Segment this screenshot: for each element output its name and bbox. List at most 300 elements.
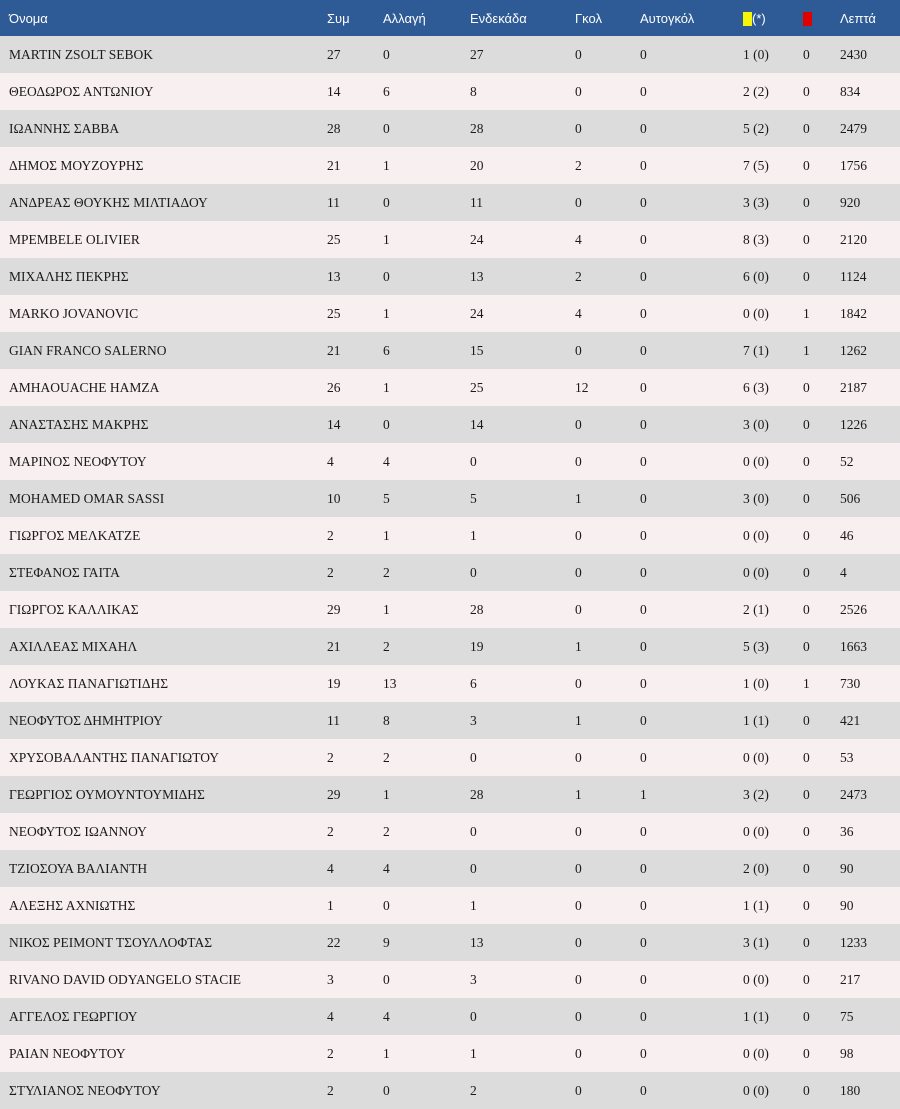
- table-row[interactable]: [0, 739, 900, 776]
- yellow-cards-cell: 2 (1): [743, 601, 769, 617]
- starting-cell: 13: [470, 268, 484, 284]
- player-name: MOHAMED OMAR SASSI: [9, 490, 165, 506]
- table-row[interactable]: [0, 36, 900, 73]
- own-goals-cell: 0: [640, 1082, 647, 1098]
- substitutions-cell: 1: [383, 157, 390, 173]
- table-row[interactable]: [0, 406, 900, 443]
- column-header-yellow-cards[interactable]: [743, 0, 803, 36]
- appearances-cell: 2: [327, 1082, 334, 1098]
- goals-cell: 0: [575, 527, 582, 543]
- substitutions-cell: 0: [383, 120, 390, 136]
- red-cards-cell: 1: [803, 342, 810, 358]
- minutes-cell: 4: [840, 564, 847, 580]
- own-goals-cell: 0: [640, 1045, 647, 1061]
- table-row[interactable]: [0, 480, 900, 517]
- minutes-cell: 920: [840, 194, 861, 210]
- table-row[interactable]: [0, 665, 900, 702]
- starting-cell: 28: [470, 601, 484, 617]
- appearances-cell: 2: [327, 823, 334, 839]
- player-name: ΝΕΟΦΥΤΟΣ ΔΗΜΗΤΡΙΟΥ: [9, 712, 163, 728]
- yellow-cards-cell: 3 (1): [743, 934, 769, 950]
- own-goals-cell: 0: [640, 675, 647, 691]
- yellow-card-icon: [743, 12, 752, 26]
- goals-cell: 0: [575, 83, 582, 99]
- player-name: ΜΡΕΜΒΕLE OLIVIER: [9, 231, 140, 247]
- substitutions-cell: 0: [383, 971, 390, 987]
- starting-cell: 3: [470, 712, 477, 728]
- red-cards-cell: 0: [803, 712, 810, 728]
- starting-cell: 5: [470, 490, 477, 506]
- own-goals-cell: 0: [640, 379, 647, 395]
- column-header-appearances[interactable]: Συμ: [327, 10, 350, 26]
- red-cards-cell: 0: [803, 601, 810, 617]
- own-goals-cell: 0: [640, 971, 647, 987]
- minutes-cell: 90: [840, 860, 854, 876]
- appearances-cell: 4: [327, 1008, 334, 1024]
- yellow-cards-cell: 0 (0): [743, 1045, 769, 1061]
- table-row[interactable]: [0, 184, 900, 221]
- appearances-cell: 25: [327, 305, 341, 321]
- minutes-cell: 1233: [840, 934, 867, 950]
- goals-cell: 0: [575, 564, 582, 580]
- own-goals-cell: 0: [640, 46, 647, 62]
- yellow-cards-cell: 2 (0): [743, 860, 769, 876]
- own-goals-cell: 0: [640, 83, 647, 99]
- substitutions-cell: 2: [383, 564, 390, 580]
- starting-cell: 0: [470, 453, 477, 469]
- goals-cell: 0: [575, 1045, 582, 1061]
- table-row[interactable]: [0, 1072, 900, 1109]
- player-name: MARKO JOVANOVIC: [9, 305, 139, 321]
- goals-cell: 1: [575, 638, 582, 654]
- player-name: ΑΛΕΞΗΣ ΑΧΝΙΩΤΗΣ: [9, 897, 136, 913]
- own-goals-cell: 0: [640, 490, 647, 506]
- minutes-cell: 2187: [840, 379, 867, 395]
- starting-cell: 13: [470, 934, 484, 950]
- appearances-cell: 2: [327, 527, 334, 543]
- table-row[interactable]: [0, 813, 900, 850]
- minutes-cell: 46: [840, 527, 854, 543]
- own-goals-cell: 0: [640, 860, 647, 876]
- red-cards-cell: 0: [803, 194, 810, 210]
- goals-cell: 1: [575, 712, 582, 728]
- appearances-cell: 1: [327, 897, 334, 913]
- column-header-starting[interactable]: Ενδεκάδα: [470, 10, 527, 26]
- goals-cell: 0: [575, 934, 582, 950]
- minutes-cell: 98: [840, 1045, 854, 1061]
- appearances-cell: 21: [327, 342, 341, 358]
- player-name: ΛΟΥΚΑΣ ΠΑΝΑΓΙΩΤΙΔΗΣ: [9, 675, 169, 691]
- player-name: ΑΝΔΡΕΑΣ ΘΟΥΚΗΣ ΜΙΛΤΙΑΔΟΥ: [9, 194, 208, 210]
- substitutions-cell: 13: [383, 675, 397, 691]
- yellow-cards-cell: 3 (0): [743, 490, 769, 506]
- substitutions-cell: 1: [383, 786, 390, 802]
- player-name: ΤΖΙΟΣΟΥΑ ΒΑΛΙΑΝΤΗ: [9, 860, 148, 876]
- minutes-cell: 52: [840, 453, 854, 469]
- yellow-cards-cell: 0 (0): [743, 453, 769, 469]
- starting-cell: 0: [470, 823, 477, 839]
- player-name: GIAN FRANCO SALERNO: [9, 342, 167, 358]
- table-row[interactable]: [0, 887, 900, 924]
- table-row[interactable]: [0, 961, 900, 998]
- starting-cell: 27: [470, 46, 484, 62]
- player-name: ΑΝΑΣΤΑΣΗΣ ΜΑΚΡΗΣ: [9, 416, 149, 432]
- substitutions-cell: 1: [383, 527, 390, 543]
- goals-cell: 2: [575, 268, 582, 284]
- goals-cell: 4: [575, 305, 582, 321]
- appearances-cell: 14: [327, 83, 341, 99]
- player-name: ΜΙΧΑΛΗΣ ΠΕΚΡΗΣ: [9, 268, 129, 284]
- own-goals-cell: 0: [640, 453, 647, 469]
- red-cards-cell: 0: [803, 379, 810, 395]
- minutes-cell: 1842: [840, 305, 867, 321]
- red-cards-cell: 0: [803, 157, 810, 173]
- red-cards-cell: 0: [803, 1082, 810, 1098]
- appearances-cell: 10: [327, 490, 341, 506]
- yellow-cards-cell: 6 (3): [743, 379, 769, 395]
- own-goals-cell: 0: [640, 897, 647, 913]
- substitutions-cell: 1: [383, 601, 390, 617]
- yellow-cards-cell: 7 (1): [743, 342, 769, 358]
- yellow-cards-cell: 8 (3): [743, 231, 769, 247]
- column-header-substitutions[interactable]: Αλλαγή: [383, 10, 426, 26]
- appearances-cell: 21: [327, 638, 341, 654]
- yellow-cards-cell: 0 (0): [743, 1082, 769, 1098]
- player-name: ΑΧΙΛΛΕΑΣ ΜΙΧΑΗΛ: [9, 638, 138, 654]
- starting-cell: 14: [470, 416, 484, 432]
- minutes-cell: 834: [840, 83, 861, 99]
- table-row[interactable]: [0, 258, 900, 295]
- table-row[interactable]: [0, 591, 900, 628]
- minutes-cell: 1262: [840, 342, 867, 358]
- table-row[interactable]: [0, 295, 900, 332]
- own-goals-cell: 0: [640, 416, 647, 432]
- own-goals-cell: 0: [640, 638, 647, 654]
- table-row[interactable]: [0, 776, 900, 813]
- substitutions-cell: 4: [383, 1008, 390, 1024]
- appearances-cell: 11: [327, 712, 340, 728]
- player-name: ΝΙΚΟΣ ΡΕΙΜΟΝΤ ΤΣΟΥΛΛΟΦΤΑΣ: [9, 934, 213, 950]
- minutes-cell: 1663: [840, 638, 867, 654]
- substitutions-cell: 1: [383, 379, 390, 395]
- column-header-own-goals[interactable]: Αυτογκόλ: [640, 10, 695, 26]
- goals-cell: 0: [575, 601, 582, 617]
- appearances-cell: 2: [327, 749, 334, 765]
- substitutions-cell: 4: [383, 453, 390, 469]
- red-cards-cell: 0: [803, 638, 810, 654]
- red-cards-cell: 0: [803, 823, 810, 839]
- goals-cell: 0: [575, 897, 582, 913]
- player-name: ΙΩΑΝΝΗΣ ΣΑΒΒΑ: [9, 120, 120, 136]
- goals-cell: 4: [575, 231, 582, 247]
- appearances-cell: 26: [327, 379, 341, 395]
- yellow-cards-cell: 3 (0): [743, 416, 769, 432]
- player-name: ΧΡΥΣΟΒΑΛΑΝΤΗΣ ΠΑΝΑΓΙΩΤΟΥ: [9, 749, 220, 765]
- goals-cell: 0: [575, 453, 582, 469]
- column-header-goals[interactable]: Γκολ: [575, 10, 602, 26]
- table-row[interactable]: [0, 332, 900, 369]
- minutes-cell: 1756: [840, 157, 867, 173]
- red-cards-cell: 0: [803, 564, 810, 580]
- minutes-cell: 53: [840, 749, 854, 765]
- goals-cell: 0: [575, 860, 582, 876]
- appearances-cell: 19: [327, 675, 341, 691]
- red-cards-cell: 0: [803, 83, 810, 99]
- red-cards-cell: 0: [803, 268, 810, 284]
- table-row[interactable]: [0, 850, 900, 887]
- substitutions-cell: 5: [383, 490, 390, 506]
- yellow-cards-cell: 1 (0): [743, 46, 769, 62]
- starting-cell: 1: [470, 1045, 477, 1061]
- table-header: [0, 0, 900, 36]
- starting-cell: 28: [470, 786, 484, 802]
- substitutions-cell: 8: [383, 712, 390, 728]
- red-cards-cell: 0: [803, 897, 810, 913]
- table-row[interactable]: [0, 517, 900, 554]
- minutes-cell: 2473: [840, 786, 867, 802]
- starting-cell: 25: [470, 379, 484, 395]
- substitutions-cell: 6: [383, 83, 390, 99]
- substitutions-cell: 0: [383, 194, 390, 210]
- minutes-cell: 2526: [840, 601, 867, 617]
- table-row[interactable]: [0, 1035, 900, 1072]
- goals-cell: 12: [575, 379, 589, 395]
- player-name: ΓΕΩΡΓΙΟΣ ΟΥΜΟΥΝΤΟΥΜΙΔΗΣ: [9, 786, 205, 802]
- player-name: ΑΓΓΕΛΟΣ ΓΕΩΡΓΙΟΥ: [9, 1008, 138, 1024]
- player-name: ΣΤΥΛΙΑΝΟΣ ΝΕΟΦΥΤΟΥ: [9, 1082, 161, 1098]
- player-name: RIVANO DAVID ODYANGELO STACIE: [9, 971, 242, 987]
- table-row[interactable]: [0, 443, 900, 480]
- appearances-cell: 29: [327, 786, 341, 802]
- appearances-cell: 11: [327, 194, 340, 210]
- goals-cell: 0: [575, 971, 582, 987]
- table-row[interactable]: [0, 554, 900, 591]
- yellow-cards-cell: 0 (0): [743, 564, 769, 580]
- appearances-cell: 22: [327, 934, 341, 950]
- substitutions-cell: 2: [383, 823, 390, 839]
- goals-cell: 0: [575, 46, 582, 62]
- starting-cell: 3: [470, 971, 477, 987]
- player-name: ΡΑΙΑΝ ΝΕΟΦΥΤΟΥ: [9, 1045, 126, 1061]
- goals-cell: 0: [575, 1082, 582, 1098]
- yellow-cards-cell: 3 (3): [743, 194, 769, 210]
- starting-cell: 15: [470, 342, 484, 358]
- player-name: ΝΕΟΦΥΤΟΣ ΙΩΑΝΝΟΥ: [9, 823, 147, 839]
- table-row[interactable]: [0, 702, 900, 739]
- minutes-cell: 730: [840, 675, 861, 691]
- minutes-cell: 217: [840, 971, 861, 987]
- starting-cell: 0: [470, 749, 477, 765]
- starting-cell: 20: [470, 157, 484, 173]
- table-row[interactable]: [0, 924, 900, 961]
- red-cards-cell: 0: [803, 786, 810, 802]
- appearances-cell: 4: [327, 453, 334, 469]
- red-cards-cell: 1: [803, 305, 810, 321]
- appearances-cell: 3: [327, 971, 334, 987]
- substitutions-cell: 1: [383, 231, 390, 247]
- red-cards-cell: 0: [803, 46, 810, 62]
- yellow-cards-cell: 0 (0): [743, 823, 769, 839]
- player-name: ΜΑΡΙΝΟΣ ΝΕΟΦΥΤΟΥ: [9, 453, 147, 469]
- appearances-cell: 2: [327, 564, 334, 580]
- own-goals-cell: 0: [640, 749, 647, 765]
- starting-cell: 1: [470, 897, 477, 913]
- appearances-cell: 27: [327, 46, 341, 62]
- red-card-icon: [803, 12, 812, 26]
- own-goals-cell: 0: [640, 157, 647, 173]
- goals-cell: 1: [575, 490, 582, 506]
- red-cards-cell: 0: [803, 860, 810, 876]
- substitutions-cell: 0: [383, 1082, 390, 1098]
- appearances-cell: 2: [327, 1045, 334, 1061]
- own-goals-cell: 0: [640, 527, 647, 543]
- appearances-cell: 21: [327, 157, 341, 173]
- table-row[interactable]: [0, 628, 900, 665]
- red-cards-cell: 1: [803, 675, 810, 691]
- starting-cell: 28: [470, 120, 484, 136]
- yellow-cards-cell: 0 (0): [743, 305, 769, 321]
- minutes-cell: 506: [840, 490, 861, 506]
- starting-cell: 19: [470, 638, 484, 654]
- red-cards-cell: 0: [803, 416, 810, 432]
- starting-cell: 11: [470, 194, 483, 210]
- yellow-cards-cell: 5 (2): [743, 120, 769, 136]
- starting-cell: 2: [470, 1082, 477, 1098]
- starting-cell: 6: [470, 675, 477, 691]
- substitutions-cell: 0: [383, 416, 390, 432]
- yellow-cards-cell: 1 (1): [743, 897, 769, 913]
- red-cards-cell: 0: [803, 453, 810, 469]
- own-goals-cell: 0: [640, 305, 647, 321]
- yellow-cards-cell: 1 (0): [743, 675, 769, 691]
- goals-cell: 0: [575, 749, 582, 765]
- substitutions-cell: 6: [383, 342, 390, 358]
- appearances-cell: 14: [327, 416, 341, 432]
- yellow-cards-cell: 7 (5): [743, 157, 769, 173]
- table-row[interactable]: [0, 147, 900, 184]
- substitutions-cell: 0: [383, 268, 390, 284]
- yellow-cards-cell: 0 (0): [743, 971, 769, 987]
- yellow-cards-cell: 0 (0): [743, 527, 769, 543]
- minutes-cell: 2479: [840, 120, 867, 136]
- goals-cell: 0: [575, 342, 582, 358]
- red-cards-cell: 0: [803, 934, 810, 950]
- minutes-cell: 36: [840, 823, 854, 839]
- goals-cell: 0: [575, 1008, 582, 1024]
- goals-cell: 2: [575, 157, 582, 173]
- minutes-cell: 2430: [840, 46, 867, 62]
- column-header-name[interactable]: Όνομα: [9, 10, 48, 26]
- substitutions-cell: 2: [383, 638, 390, 654]
- own-goals-cell: 0: [640, 120, 647, 136]
- substitutions-cell: 1: [383, 305, 390, 321]
- own-goals-cell: 0: [640, 564, 647, 580]
- own-goals-cell: 0: [640, 268, 647, 284]
- substitutions-cell: 0: [383, 897, 390, 913]
- appearances-cell: 25: [327, 231, 341, 247]
- appearances-cell: 28: [327, 120, 341, 136]
- player-name: AMHAOUACHE HAMZA: [9, 379, 160, 395]
- own-goals-cell: 1: [640, 786, 647, 802]
- yellow-cards-cell: 6 (0): [743, 268, 769, 284]
- red-cards-cell: 0: [803, 1008, 810, 1024]
- goals-cell: 0: [575, 675, 582, 691]
- appearances-cell: 4: [327, 860, 334, 876]
- appearances-cell: 13: [327, 268, 341, 284]
- yellow-cards-cell: 2 (2): [743, 83, 769, 99]
- starting-cell: 24: [470, 305, 484, 321]
- player-name: ΔΗΜΟΣ ΜΟΥΖΟΥΡΗΣ: [9, 157, 144, 173]
- red-cards-cell: 0: [803, 971, 810, 987]
- own-goals-cell: 0: [640, 712, 647, 728]
- goals-cell: 1: [575, 786, 582, 802]
- goals-cell: 0: [575, 120, 582, 136]
- minutes-cell: 180: [840, 1082, 861, 1098]
- minutes-cell: 75: [840, 1008, 854, 1024]
- red-cards-cell: 0: [803, 490, 810, 506]
- substitutions-cell: 9: [383, 934, 390, 950]
- substitutions-cell: 1: [383, 1045, 390, 1061]
- table-row[interactable]: [0, 73, 900, 110]
- yellow-cards-cell: 3 (2): [743, 786, 769, 802]
- minutes-cell: 90: [840, 897, 854, 913]
- player-name: ΓΙΩΡΓΟΣ ΚΑΛΛΙΚΑΣ: [9, 601, 139, 617]
- yellow-cards-cell: 5 (3): [743, 638, 769, 654]
- red-cards-cell: 0: [803, 231, 810, 247]
- yellow-card-suffix: (*): [752, 11, 766, 27]
- table-row[interactable]: [0, 369, 900, 406]
- starting-cell: 0: [470, 1008, 477, 1024]
- goals-cell: 0: [575, 416, 582, 432]
- table-row[interactable]: [0, 221, 900, 258]
- red-cards-cell: 0: [803, 120, 810, 136]
- substitutions-cell: 4: [383, 860, 390, 876]
- yellow-cards-cell: 1 (1): [743, 1008, 769, 1024]
- red-cards-cell: 0: [803, 527, 810, 543]
- minutes-cell: 421: [840, 712, 861, 728]
- player-name: MARTIN ZSOLT SEBOK: [9, 46, 153, 62]
- own-goals-cell: 0: [640, 231, 647, 247]
- red-cards-cell: 0: [803, 749, 810, 765]
- own-goals-cell: 0: [640, 194, 647, 210]
- own-goals-cell: 0: [640, 342, 647, 358]
- column-header-red-cards[interactable]: [803, 0, 840, 36]
- substitutions-cell: 0: [383, 46, 390, 62]
- starting-cell: 0: [470, 564, 477, 580]
- yellow-cards-cell: 1 (1): [743, 712, 769, 728]
- own-goals-cell: 0: [640, 1008, 647, 1024]
- table-row[interactable]: [0, 110, 900, 147]
- player-name: ΣΤΕΦΑΝΟΣ ΓΑΙΤΑ: [9, 564, 120, 580]
- player-name: ΘΕΟΔΩΡΟΣ ΑΝΤΩΝΙΟΥ: [9, 83, 154, 99]
- goals-cell: 0: [575, 823, 582, 839]
- goals-cell: 0: [575, 194, 582, 210]
- table-body: [0, 36, 900, 1109]
- minutes-cell: 1124: [840, 268, 867, 284]
- minutes-cell: 1226: [840, 416, 867, 432]
- own-goals-cell: 0: [640, 601, 647, 617]
- red-cards-cell: 0: [803, 1045, 810, 1061]
- own-goals-cell: 0: [640, 934, 647, 950]
- appearances-cell: 29: [327, 601, 341, 617]
- starting-cell: 0: [470, 860, 477, 876]
- table-row[interactable]: [0, 998, 900, 1035]
- header-row: [0, 0, 900, 36]
- substitutions-cell: 2: [383, 749, 390, 765]
- yellow-cards-cell: 0 (0): [743, 749, 769, 765]
- column-header-minutes[interactable]: Λεπτά: [840, 10, 876, 26]
- starting-cell: 24: [470, 231, 484, 247]
